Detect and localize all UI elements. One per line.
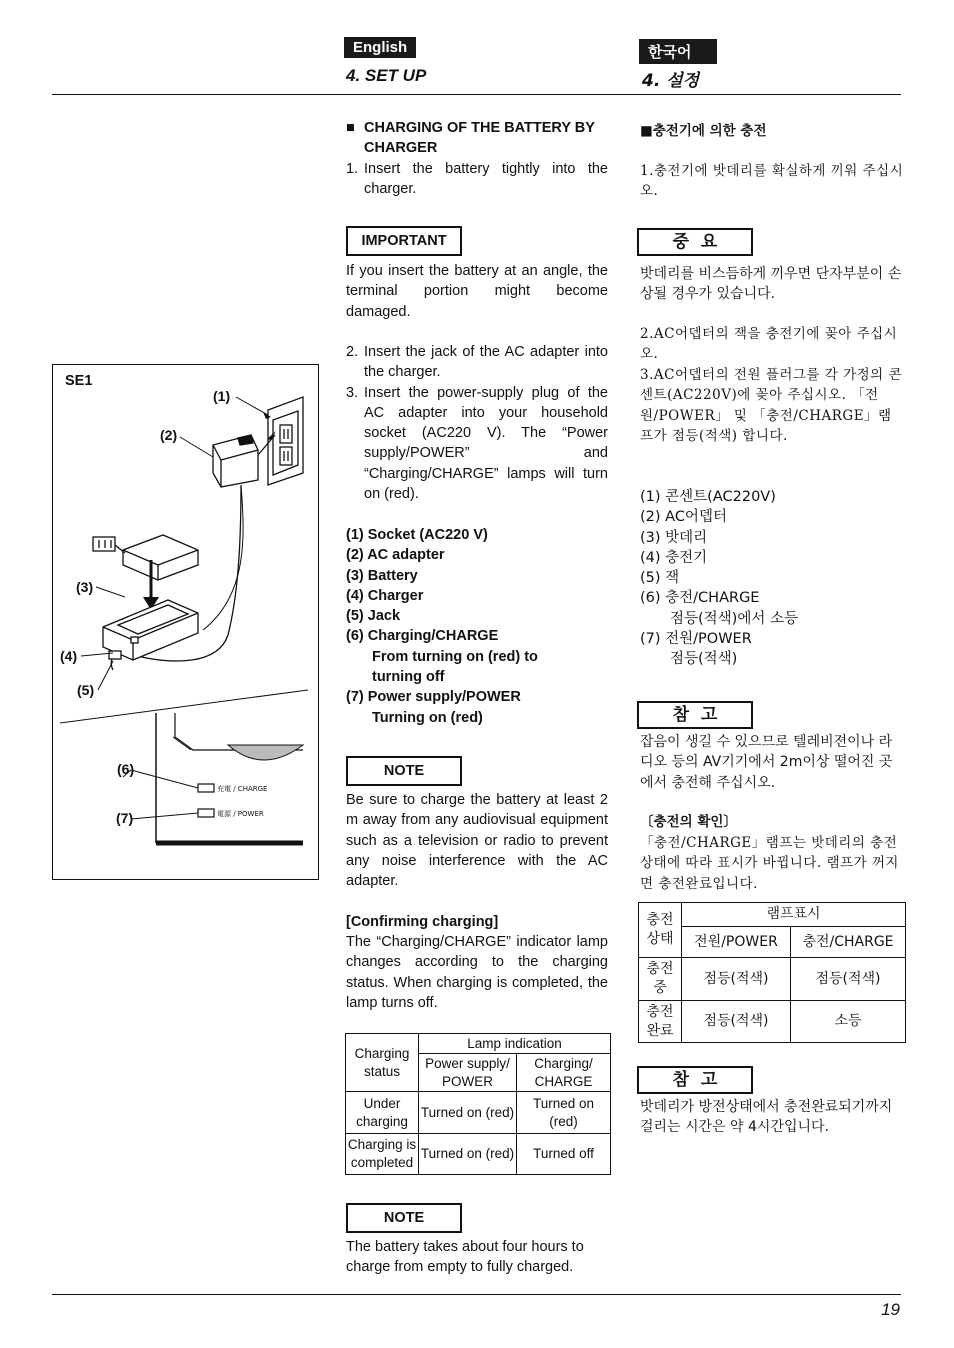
legend-item: Turning on (red) xyxy=(372,709,483,726)
english-legend xyxy=(346,525,608,728)
confirm-text: The “Charging/CHARGE” indicator lamp changes according to the charging status. When charging is completed, the lamp turns off. xyxy=(346,934,608,1011)
important-box: IMPORTANT xyxy=(346,226,462,256)
table-col-charge: 충전/CHARGE xyxy=(791,927,906,958)
callout-2: (2) xyxy=(160,427,178,443)
korean-confirm-heading: 〔충전의 확인〕 xyxy=(640,814,737,830)
callout-4: (4) xyxy=(60,648,78,664)
table-header-lamp: 램프표시 xyxy=(682,903,906,927)
english-tab: English xyxy=(344,37,416,58)
callout-3: (3) xyxy=(76,579,94,595)
korean-step-2: 2.AC어뎁터의 잭을 충전기에 꽂아 주십시오. xyxy=(640,326,898,363)
korean-confirm-text: 「충전/CHARGE」램프는 밧데리의 충전상태에 따라 표시가 바뀝니다. 램프가 꺼지면 충전완료입니다. xyxy=(640,835,899,892)
legend-item: (3) 밧데리 xyxy=(640,529,708,546)
legend-item: From turning on (red) to xyxy=(372,648,538,665)
table-row: Charging is completed Turned on (red) Turned off xyxy=(346,1134,611,1175)
english-charging-table xyxy=(345,1033,611,1175)
figure-se1 xyxy=(52,364,319,880)
legend-item: (1) 콘센트(AC220V) xyxy=(640,489,776,505)
korean-section-title: 4. 설정 xyxy=(642,71,700,91)
page-number: 19 xyxy=(881,1300,900,1319)
note-box-1: NOTE xyxy=(346,756,462,786)
legend-item: (2) AC어뎁터 xyxy=(640,509,727,526)
korean-important-box: 중 요 xyxy=(637,228,753,256)
jack-icon xyxy=(109,651,121,659)
table-header-status: 충전 상태 xyxy=(639,903,682,958)
table-row: Under charging Turned on (red) Turned on (red) xyxy=(346,1092,611,1134)
table-row: 충전 중 점등(적색) 점등(적색) xyxy=(639,958,906,1001)
english-heading: ■ CHARGING OF THE BATTERY BY CHARGER xyxy=(346,120,595,157)
korean-heading: ■충전기에 의한 충전 xyxy=(640,123,767,139)
charger-illustration xyxy=(53,365,318,879)
korean-ref-text-1: 잡음이 생길 수 있으므로 텔레비젼이나 라디오 등의 AV기기에서 2m이상 떨어진 곳에서 충전해 주십시오. xyxy=(640,734,893,791)
wall-socket-icon xyxy=(268,397,303,485)
legend-item: 점등(적색)에서 소등 xyxy=(670,610,798,627)
battery-icon xyxy=(93,535,198,580)
legend-item: (2) AC adapter xyxy=(346,547,445,564)
panel-charge-label: 充電 / CHARGE xyxy=(217,785,268,793)
korean-legend xyxy=(640,487,905,670)
legend-item: (5) Jack xyxy=(346,608,401,625)
legend-item: (7) Power supply/POWER xyxy=(346,689,521,706)
legend-item: (6) 충전/CHARGE xyxy=(640,590,760,607)
korean-charging-table xyxy=(638,902,906,1043)
legend-item: (3) Battery xyxy=(346,567,418,584)
english-step-1: 1. Insert the battery tightly into the charger. xyxy=(346,160,608,197)
header-rule xyxy=(52,94,901,95)
korean-important-text: 밧데리를 비스듬하게 끼우면 단자부분이 손상될 경우가 있습니다. xyxy=(640,266,902,303)
korean-step-1: 1.충전기에 밧데리를 확실하게 끼워 주십시오. xyxy=(640,163,904,200)
ac-adapter-icon xyxy=(213,435,275,487)
english-step-2: 2. Insert the jack of the AC adapter into the charger. xyxy=(346,344,608,381)
charger-closeup xyxy=(123,713,303,843)
callout-7: (7) xyxy=(116,810,134,826)
panel-power-label: 電源 / POWER xyxy=(217,810,264,818)
table-row: 충전 완료 점등(적색) 소등 xyxy=(639,1001,906,1043)
table-col-power: 전원/POWER xyxy=(682,927,791,958)
confirm-heading: [Confirming charging] xyxy=(346,914,499,930)
korean-step-3: 3.AC어뎁터의 전원 플러그를 각 가정의 콘센트(AC220V)에 꽂아 주십시오. 「전원/POWER」 및 「충전/CHARGE」램프가 점등(적색) 합니다. xyxy=(640,367,903,444)
table-header-lamp: Lamp indication xyxy=(419,1034,611,1054)
korean-tab: 한국어 xyxy=(639,39,717,64)
table-col-charge: Charging/ CHARGE xyxy=(517,1054,611,1092)
callout-6: (6) xyxy=(117,761,135,777)
legend-item: 점등(적색) xyxy=(670,651,738,668)
table-header-status: Charging status xyxy=(346,1034,419,1092)
callout-5: (5) xyxy=(77,682,95,698)
english-steps-2-3 xyxy=(346,342,608,504)
footer-rule xyxy=(52,1294,901,1295)
english-section-title: 4. SET UP xyxy=(346,66,427,85)
note-box-2: NOTE xyxy=(346,1203,462,1233)
english-step-3: 3. Insert the power-supply plug of the AC adapter into your household socket (AC220 V). The “Power supply/POWER” and “Charging/CHARGE” lamps will turn on (red). xyxy=(346,384,608,503)
callout-1: (1) xyxy=(213,388,231,404)
english-column xyxy=(346,118,608,199)
note-text-2: The battery takes about four hours to charge from empty to fully charged. xyxy=(346,1239,584,1276)
legend-item: (5) 잭 xyxy=(640,570,680,587)
figure-label: SE1 xyxy=(65,373,93,389)
legend-item: turning off xyxy=(372,669,445,686)
legend-item: (4) Charger xyxy=(346,587,424,604)
important-text: If you insert the battery at an angle, the terminal portion might become damaged. xyxy=(346,263,608,320)
legend-item: (7) 전원/POWER xyxy=(640,631,752,648)
note-text-1: Be sure to charge the battery at least 2 m away from any audiovisual equipment such as a television or radio to prevent any noise interference with the AC adapter. xyxy=(346,792,608,890)
table-col-power: Power supply/ POWER xyxy=(419,1054,517,1092)
legend-item: (4) 충전기 xyxy=(640,549,708,566)
korean-ref-box-2: 참 고 xyxy=(637,1066,753,1094)
korean-ref-text-2: 밧데리가 방전상태에서 충전완료되기까지 걸리는 시간은 약 4시간입니다. xyxy=(640,1099,893,1136)
korean-ref-box-1: 참 고 xyxy=(637,701,753,729)
legend-item: (1) Socket (AC220 V) xyxy=(346,527,488,543)
legend-item: (6) Charging/CHARGE xyxy=(346,628,499,645)
